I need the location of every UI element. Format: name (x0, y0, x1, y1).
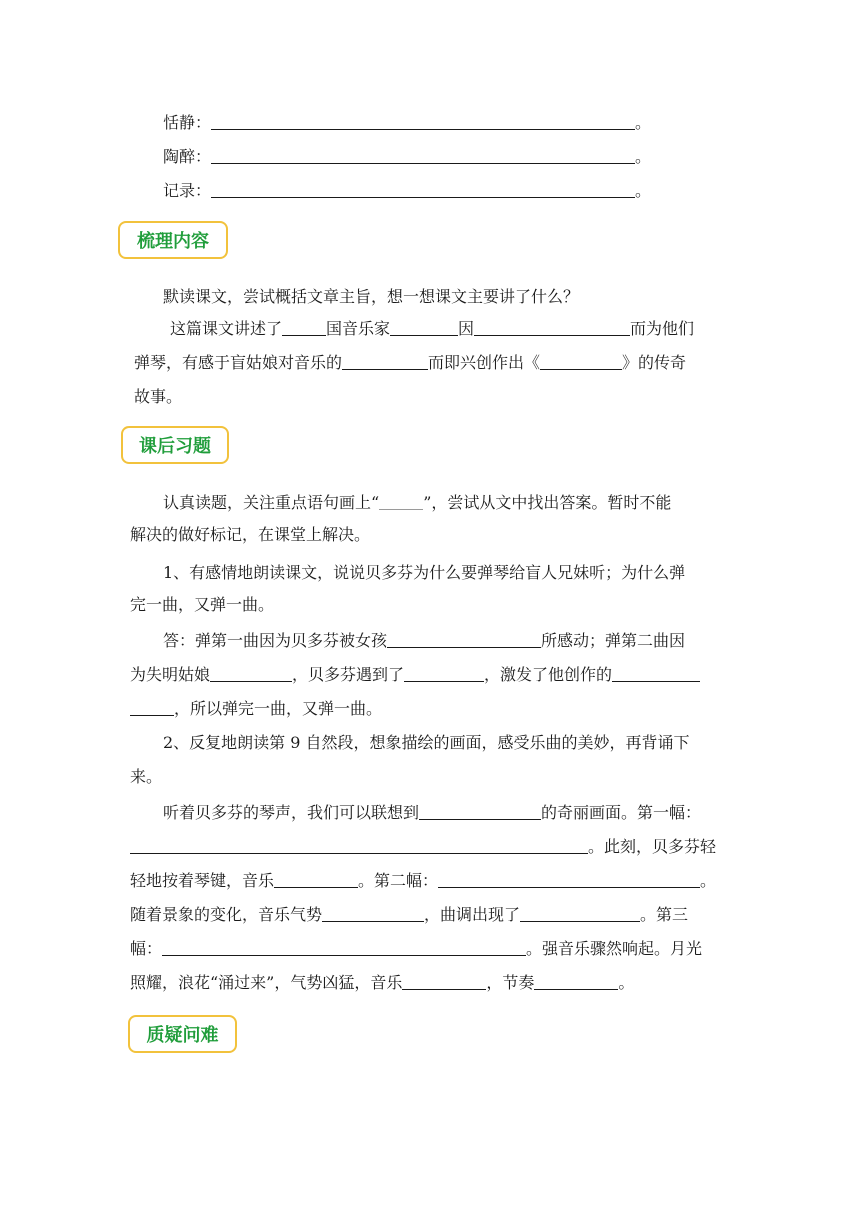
answer-1-line-1: 答：弹第一曲因为贝多芬被女孩 所感动；弹第二曲因 (163, 631, 686, 650)
question-2-line-1: 2、反复地朗读第 9 自然段，想象描绘的画面，感受乐曲的美妙，再背诵下 (163, 733, 690, 752)
answer-blank[interactable] (520, 905, 640, 922)
answer-blank[interactable] (274, 871, 358, 888)
answer-blank[interactable] (540, 353, 622, 370)
answer-blank[interactable] (282, 319, 326, 336)
content-summary-line-2: 弹琴，有感于盲姑娘对音乐的 而即兴创作出《 》的传奇 (134, 353, 687, 372)
answer-blank[interactable] (162, 939, 526, 956)
answer-blank[interactable] (211, 147, 635, 164)
answer-blank[interactable] (342, 353, 428, 370)
vocab-label: 陶醉： (163, 147, 212, 166)
answer-blank[interactable] (322, 905, 424, 922)
vocab-item-3: 记录： 。 (163, 181, 652, 200)
answer-blank[interactable] (390, 319, 458, 336)
answer-1-line-2: 为失明姑娘 ，贝多芬遇到了 ，激发了他创作的 (130, 664, 700, 686)
answer-blank[interactable] (211, 181, 635, 198)
section-heading-questions: 质疑问难 (128, 1015, 237, 1053)
answer-blank[interactable] (211, 113, 635, 130)
answer-blank[interactable] (534, 973, 618, 990)
answer-blank[interactable] (612, 665, 700, 682)
vocab-label: 恬静： (163, 113, 212, 132)
answer-blank[interactable] (210, 665, 292, 682)
answer-blank[interactable] (130, 837, 588, 854)
answer-blank[interactable] (402, 973, 486, 990)
underline-sample (379, 493, 423, 510)
answer-blank[interactable] (438, 871, 700, 888)
answer-blank[interactable] (419, 803, 541, 820)
vocab-item-2: 陶醉： 。 (163, 147, 652, 166)
vocab-label: 记录： (163, 181, 212, 200)
answer-1-line-3: ，所以弹完一曲，又弹一曲。 (130, 698, 382, 720)
question-1-line-1: 1、有感情地朗读课文，说说贝多芬为什么要弹琴给盲人兄妹听；为什么弹 (163, 563, 686, 582)
section-heading-content: 梳理内容 (118, 221, 228, 259)
answer-2-line-1: 听着贝多芬的琴声，我们可以联想到 的奇丽画面。第一幅： (163, 803, 702, 822)
exercise-intro-line-1: 认真读题，关注重点语句画上“ ”，尝试从文中找出答案。暂时不能 (163, 493, 672, 512)
content-summary-line-3: 故事。 (134, 387, 183, 406)
answer-blank[interactable] (474, 319, 630, 336)
answer-2-line-2: 。此刻，贝多芬轻 (130, 836, 716, 858)
question-2-line-2: 来。 (130, 767, 163, 786)
answer-2-line-6: 照耀，浪花“涌过来”，气势凶猛，音乐 ，节奏 。 (130, 973, 635, 992)
answer-2-line-3: 轻地按着琴键，音乐 。第二幅： 。 (130, 871, 717, 890)
answer-blank[interactable] (404, 665, 484, 682)
answer-2-line-4: 随着景象的变化，音乐气势 ，曲调出现了 。第三 (130, 905, 689, 924)
exercise-intro-line-2: 解决的做好标记，在课堂上解决。 (130, 525, 371, 544)
answer-blank[interactable] (387, 631, 541, 648)
content-summary-line-1: 这篇课文讲述了 国音乐家 因 而为他们 (170, 319, 695, 338)
answer-2-line-5: 幅： 。强音乐骤然响起。月光 (130, 939, 703, 958)
content-instruction: 默读课文，尝试概括文章主旨，想一想课文主要讲了什么？ (163, 287, 580, 306)
vocab-item-1: 恬静： 。 (163, 113, 652, 132)
question-1-line-2: 完一曲，又弹一曲。 (130, 595, 275, 614)
section-heading-exercises: 课后习题 (121, 426, 229, 464)
answer-blank[interactable] (130, 699, 174, 716)
